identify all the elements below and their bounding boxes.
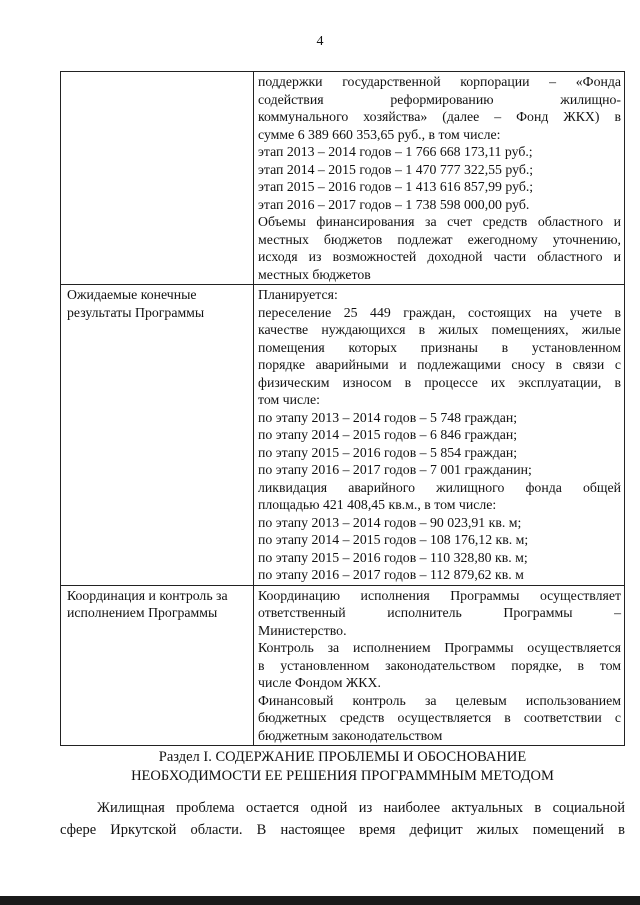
- cell-text-line: бюджетным законодательством: [258, 727, 443, 743]
- cell-text-line: этап 2016 – 2017 годов – 1 738 598 000,00 руб.: [258, 196, 530, 212]
- cell-text-line: местных бюджетов: [258, 266, 371, 282]
- cell-text-line: Финансовый контроль за целевым использованием: [258, 692, 621, 708]
- cell-text-line: исходя из возможностей доходной части областного и: [258, 249, 621, 264]
- table-row: [61, 72, 625, 285]
- cell-text-line: числе Фондом ЖКХ.: [258, 675, 381, 690]
- cell-text-line: по этапу 2016 – 2017 годов – 112 879,62 кв. м: [258, 567, 524, 582]
- cell-text-line: переселение 25 449 граждан, состоящих на учете в: [258, 304, 621, 320]
- cell-text-line: порядке аварийными и подлежащими сносу в связи с: [258, 357, 621, 372]
- cell-text-line: местных бюджетов подлежат ежегодному уточнению,: [258, 231, 621, 247]
- cell-text-line: этап 2015 – 2016 годов – 1 413 616 857,99 руб.;: [258, 179, 534, 194]
- table-row: [61, 585, 625, 746]
- section-heading-line-1: Раздел I. СОДЕРЖАНИЕ ПРОБЛЕМЫ И ОБОСНОВАНИЕ: [158, 749, 527, 765]
- row-label-cell: Ожидаемые конечные результаты Программы: [61, 285, 254, 586]
- scan-bottom-edge: [0, 896, 640, 905]
- cell-text-line: ликвидация аварийного жилищного фонда общей: [258, 479, 621, 495]
- body-line-2: сфере Иркутской области. В настоящее время дефицит жилых помещений в: [60, 822, 625, 838]
- cell-text-line: этап 2013 – 2014 годов – 1 766 668 173,11 руб.;: [258, 144, 533, 159]
- cell-text-line: том числе:: [258, 392, 320, 407]
- cell-text-line: содействия реформированию жилищно-: [258, 91, 621, 107]
- cell-text-line: Объемы финансирования за счет средств областного и: [258, 214, 621, 229]
- row-label-cell: Координация и контроль за исполнением Программы: [61, 585, 254, 746]
- cell-text-line: по этапу 2014 – 2015 годов – 108 176,12 кв. м;: [258, 532, 529, 547]
- cell-text-line: по этапу 2016 – 2017 годов – 7 001 гражданин;: [258, 462, 532, 477]
- cell-text-line: в установленном законодательством порядке, в том: [258, 657, 621, 673]
- table-row: [61, 285, 625, 586]
- cell-text-line: Планируется:: [258, 287, 338, 302]
- row-value-cell: [254, 285, 625, 586]
- cell-text-line: площадью 421 408,45 кв.м., в том числе:: [258, 497, 497, 512]
- cell-text-line: этап 2014 – 2015 годов – 1 470 777 322,55 руб.;: [258, 161, 534, 177]
- cell-text-line: поддержки государственной корпорации – «Фонда: [258, 74, 621, 89]
- cell-text-line: ответственный исполнитель Программы –: [258, 605, 621, 620]
- page-number: 4: [316, 34, 324, 49]
- cell-text-line: Контроль за исполнением Программы осуществляется: [258, 640, 621, 655]
- cell-text-line: по этапу 2015 – 2016 годов – 5 854 граждан;: [258, 444, 518, 460]
- cell-text-line: физическим износом в процессе их эксплуатации, в: [258, 374, 621, 390]
- cell-text-line: помещения которых признаны в установленном: [258, 339, 621, 355]
- cell-text-line: Координацию исполнения Программы осуществляет: [258, 587, 621, 603]
- section-heading-line-2: НЕОБХОДИМОСТИ ЕЕ РЕШЕНИЯ ПРОГРАММНЫМ МЕТОДОМ: [131, 768, 554, 784]
- cell-text-line: по этапу 2015 – 2016 годов – 110 328,80 кв. м;: [258, 549, 528, 565]
- body-paragraph: [60, 797, 625, 841]
- cell-text-line: сумме 6 389 660 353,65 руб., в том числе:: [258, 126, 501, 142]
- body-line-1: Жилищная проблема остается одной из наиболее актуальных в социальной: [97, 800, 625, 816]
- section-heading: [60, 748, 625, 786]
- row-label-cell: [61, 72, 254, 285]
- cell-text-line: по этапу 2013 – 2014 годов – 5 748 граждан;: [258, 409, 518, 425]
- cell-text-line: по этапу 2013 – 2014 годов – 90 023,91 кв. м;: [258, 514, 522, 530]
- program-passport-table: [60, 71, 625, 746]
- cell-text-line: коммунального хозяйства» (далее – Фонд ЖКХ) в: [258, 109, 621, 124]
- row-value-cell: [254, 72, 625, 285]
- cell-text-line: качестве нуждающихся в жилых помещениях, жилые: [258, 322, 621, 337]
- cell-text-line: Министерство.: [258, 622, 347, 638]
- cell-text-line: бюджетных средств осуществляется в соответствии с: [258, 710, 621, 725]
- cell-text-line: по этапу 2014 – 2015 годов – 6 846 граждан;: [258, 427, 518, 442]
- row-value-cell: [254, 585, 625, 746]
